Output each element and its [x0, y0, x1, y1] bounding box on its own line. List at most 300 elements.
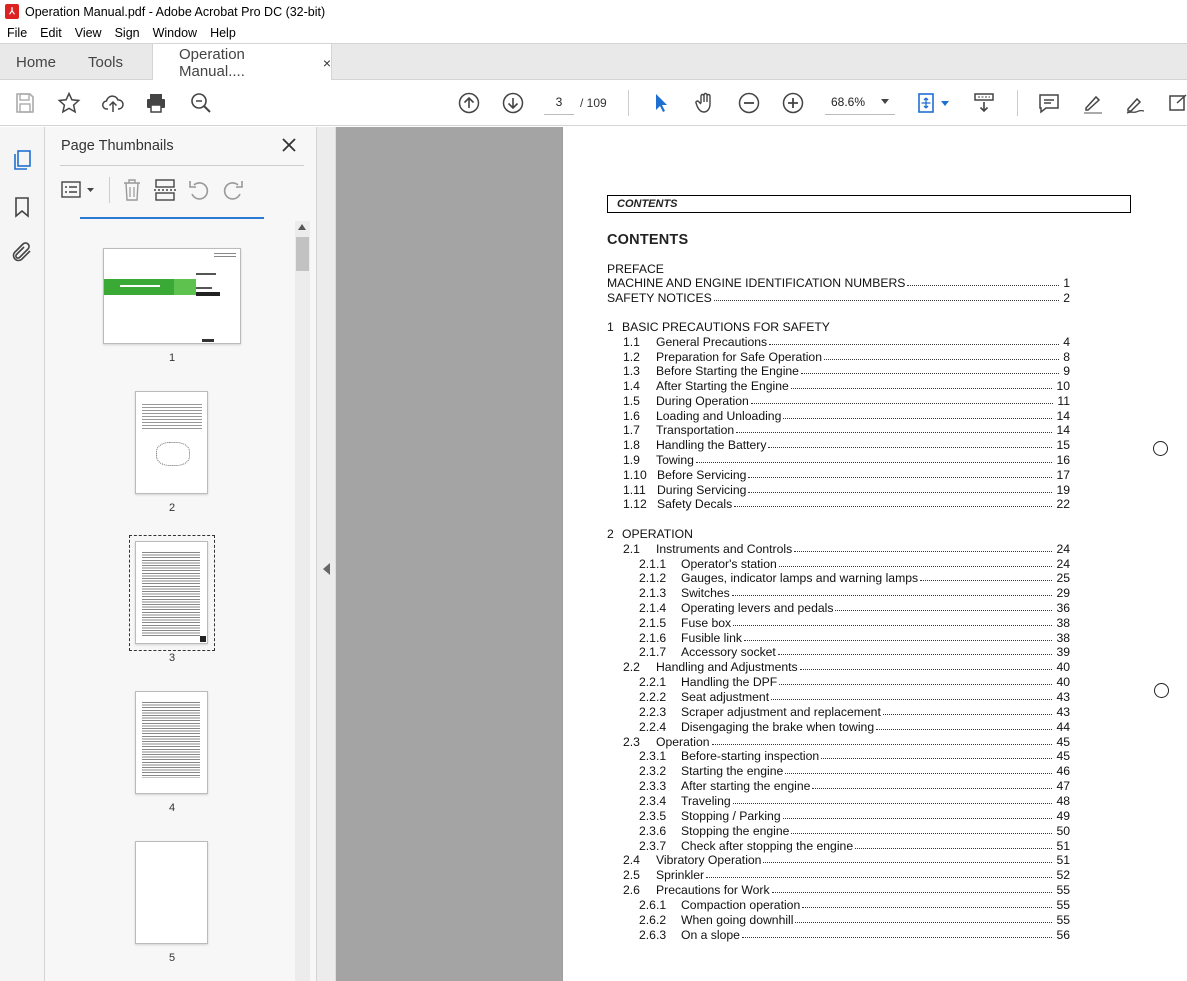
toc-entry[interactable] — [563, 483, 1187, 497]
toc-entry[interactable] — [563, 913, 1187, 927]
thumbnail-label: 1 — [168, 352, 176, 364]
toc-entry-page: 36 — [1056, 601, 1070, 615]
toc-entry-title: Towing — [656, 453, 694, 467]
toc-entry-number: 2.5 — [623, 868, 640, 882]
toc-entry[interactable] — [563, 631, 1187, 645]
toc-entry-title: Instruments and Controls — [656, 542, 793, 556]
toc-leader — [802, 898, 1052, 908]
toc-entry-title: Operator's station — [681, 557, 777, 571]
thumb-text — [142, 552, 200, 636]
toc-entry-title: Handling and Adjustments — [656, 660, 798, 674]
toc-entry-number: 1.4 — [623, 379, 640, 393]
cover-text — [214, 253, 236, 259]
toc-leader — [783, 409, 1052, 419]
toc-leader — [733, 794, 1053, 804]
rotate-right-icon[interactable] — [221, 177, 245, 203]
toc-entry-title: During Servicing — [657, 483, 747, 497]
toc-entry-page: 46 — [1056, 764, 1070, 778]
scrollbar-thumb[interactable] — [296, 237, 309, 271]
panel-title: Page Thumbnails — [61, 138, 174, 154]
toc-leader — [768, 438, 1052, 448]
toc-entry-page: 2 — [1063, 291, 1070, 305]
toc-entry-number: 2.1.5 — [639, 616, 667, 630]
toc-leader — [920, 571, 1052, 581]
toc-entry-title: OPERATION — [622, 527, 693, 541]
toc-entry-number: 1.5 — [623, 394, 640, 408]
toc-entry-number: 2.3.6 — [639, 824, 667, 838]
toc-leader — [696, 453, 1053, 463]
toc-leader — [751, 394, 1054, 404]
toc-entry[interactable] — [563, 527, 1187, 541]
toc-entry-page: 44 — [1056, 720, 1070, 734]
toc-entry-title: MACHINE AND ENGINE IDENTIFICATION NUMBERS — [607, 276, 906, 290]
toc-leader — [736, 423, 1052, 433]
toc-entry-page: 43 — [1056, 690, 1070, 704]
thumbnail-page-5[interactable] — [135, 841, 208, 944]
toc-entry[interactable] — [563, 794, 1187, 808]
toc-entry-title: Traveling — [681, 794, 731, 808]
toc-entry-page: 10 — [1056, 379, 1070, 393]
thumbnail-label: 3 — [168, 652, 176, 664]
toc-entry[interactable] — [563, 364, 1187, 378]
fit-chevron-icon[interactable] — [941, 101, 949, 106]
highlight-pen-icon[interactable] — [1080, 90, 1106, 116]
toc-entry-page: 8 — [1063, 350, 1070, 364]
toc-entry-title: SAFETY NOTICES — [607, 291, 712, 305]
hand-tool-icon[interactable] — [692, 90, 718, 116]
document-page[interactable] — [563, 127, 1187, 981]
toc-entry-number: 2.1.6 — [639, 631, 667, 645]
rotate-left-icon[interactable] — [187, 177, 211, 203]
toc-entry-page: 55 — [1056, 913, 1070, 927]
toc-leader — [779, 675, 1052, 685]
toc-entry-page: 40 — [1056, 660, 1070, 674]
toc-entry-title: Before Starting the Engine — [656, 364, 799, 378]
toc-entry-page: 55 — [1056, 898, 1070, 912]
toc-leader — [732, 586, 1053, 596]
toc-entry-page: 56 — [1056, 928, 1070, 942]
toc-entry-page: 43 — [1056, 705, 1070, 719]
toc-entry[interactable] — [563, 928, 1187, 942]
toc-entry-number: 2.6.1 — [639, 898, 667, 912]
tab-document-label: Operation Manual.... — [179, 45, 245, 80]
toc-leader — [801, 364, 1059, 374]
toc-entry-page: 19 — [1056, 483, 1070, 497]
toc-leader — [783, 809, 1053, 819]
toc-entry[interactable] — [563, 690, 1187, 704]
toc-entry-title: Before-starting inspection — [681, 749, 820, 763]
toc-entry-title: During Operation — [656, 394, 749, 408]
toc-leader — [733, 616, 1052, 626]
toc-entry-title: Precautions for Work — [656, 883, 770, 897]
toc-leader — [734, 497, 1052, 507]
toc-entry[interactable] — [563, 705, 1187, 719]
thumb-diagram — [156, 442, 190, 466]
toc-entry-page: 17 — [1056, 468, 1070, 482]
tab-document[interactable] — [152, 44, 332, 81]
zoom-out-icon[interactable] — [736, 90, 762, 116]
toc-entry[interactable] — [563, 779, 1187, 793]
toc-entry-page: 24 — [1056, 542, 1070, 556]
toc-entry-title: Preparation for Safe Operation — [656, 350, 822, 364]
toc-entry-number: 2.6 — [623, 883, 640, 897]
thumbnail-scrollbar[interactable] — [295, 221, 310, 981]
toc-entry[interactable] — [563, 394, 1187, 408]
toc-entry-title: Gauges, indicator lamps and warning lamps — [681, 571, 919, 585]
toc-leader — [706, 868, 1052, 878]
toc-leader — [778, 645, 1053, 655]
thumb-text — [142, 404, 202, 430]
toc-entry-title: After starting the engine — [681, 779, 811, 793]
window-title: Operation Manual.pdf - Adobe Acrobat Pro DC (32-bit) — [25, 4, 326, 19]
tab-close-icon[interactable]: × — [322, 54, 331, 71]
toc-entry-number: 1.1 — [623, 335, 640, 349]
toc-entry-title: Seat adjustment — [681, 690, 770, 704]
tool-divider — [109, 177, 110, 203]
toc-entry-number: 2.2 — [623, 660, 640, 674]
thumbnail-label: 4 — [168, 802, 176, 814]
toc-entry-number: 2.2.4 — [639, 720, 667, 734]
toc-leader — [883, 705, 1053, 715]
toc-entry-title: Starting the engine — [681, 764, 784, 778]
toc-entry-page: 50 — [1056, 824, 1070, 838]
toc-entry-title: Compaction operation — [681, 898, 801, 912]
thumbnail-label: 5 — [168, 952, 176, 964]
toc-entry[interactable] — [563, 601, 1187, 615]
title-bar — [0, 0, 1187, 23]
close-icon[interactable] — [281, 137, 297, 153]
toc-leader — [744, 631, 1052, 641]
toc-entry-page: 29 — [1056, 586, 1070, 600]
toc-entry-number: 2.2.3 — [639, 705, 667, 719]
toc-entry-title: Handling the DPF — [681, 675, 778, 689]
toc-entry[interactable] — [563, 350, 1187, 364]
toc-entry-number: 2.3.3 — [639, 779, 667, 793]
toc-entry-number: 1.10 — [623, 468, 647, 482]
star-icon[interactable] — [56, 90, 82, 116]
toc-entry-page: 4 — [1063, 335, 1070, 349]
toc-entry-title: Check after stopping the engine — [681, 839, 854, 853]
toc-entry-number: 2 — [607, 527, 614, 541]
next-page-icon[interactable] — [500, 90, 526, 116]
toc-entry-title: Operating levers and pedals — [681, 601, 834, 615]
print-icon[interactable] — [143, 90, 169, 116]
toc-entry[interactable] — [563, 453, 1187, 467]
toc-entry[interactable] — [563, 379, 1187, 393]
toc-entry-page: 22 — [1056, 497, 1070, 511]
toc-entry-title: Accessory socket — [681, 645, 776, 659]
toc-entry[interactable] — [563, 409, 1187, 423]
toc-entry-title: Before Servicing — [657, 468, 747, 482]
toc-entry-page: 16 — [1056, 453, 1070, 467]
toc-entry-title: Operation — [656, 735, 710, 749]
toc-entry[interactable] — [563, 839, 1187, 853]
upload-cloud-icon[interactable] — [100, 90, 126, 116]
toc-entry-number: 1.11 — [623, 483, 646, 497]
toc-entry-number: 1 — [607, 320, 614, 334]
toc-entry[interactable] — [563, 675, 1187, 689]
toc-entry-title: Sprinkler — [656, 868, 705, 882]
toc-entry[interactable] — [563, 898, 1187, 912]
cover-text — [196, 287, 212, 289]
menu-help[interactable]: Help — [210, 26, 236, 40]
previous-page-icon[interactable] — [456, 90, 482, 116]
toc-entry-title: General Precautions — [656, 335, 768, 349]
toc-entry[interactable] — [563, 735, 1187, 749]
toc-entry-number: 2.3.1 — [639, 749, 667, 763]
toc-leader — [714, 291, 1059, 301]
toc-entry[interactable] — [563, 438, 1187, 452]
toc-entry-page: 51 — [1056, 853, 1070, 867]
toc-entry-number: 2.3.4 — [639, 794, 667, 808]
toc-entry-number: 2.6.2 — [639, 913, 667, 927]
toc-entry-number: 2.1.1 — [639, 557, 667, 571]
tab-tools[interactable] — [88, 44, 123, 80]
tab-bar — [0, 43, 1187, 80]
toc-entry-title: On a slope — [681, 928, 740, 942]
punch-hole — [1154, 683, 1169, 698]
toc-entry-title: Transportation — [656, 423, 735, 437]
previous-page-region — [336, 127, 562, 981]
toc-entry-number: 2.3 — [623, 735, 640, 749]
toc-entry-page: 9 — [1063, 364, 1070, 378]
toc-entry-number: 1.8 — [623, 438, 640, 452]
tab-home[interactable] — [16, 44, 56, 80]
toc-entry[interactable] — [563, 853, 1187, 867]
toc-entry[interactable] — [563, 586, 1187, 600]
toc-leader — [821, 749, 1052, 759]
bookmark-icon[interactable] — [10, 195, 34, 219]
toc-entry[interactable] — [563, 468, 1187, 482]
thumbnail-options-icon[interactable] — [61, 177, 101, 203]
toc-leader — [785, 764, 1052, 774]
zoom-in-icon[interactable] — [780, 90, 806, 116]
toc-entry[interactable] — [563, 868, 1187, 882]
menu-edit[interactable]: Edit — [40, 26, 62, 40]
toc-entry-title: Stopping the engine — [681, 824, 790, 838]
page-total: / 109 — [580, 96, 607, 110]
toc-entry[interactable] — [563, 764, 1187, 778]
attachment-icon[interactable] — [10, 240, 34, 264]
thumbnail-list — [45, 221, 295, 981]
toc-entry[interactable] — [563, 262, 1187, 276]
left-nav-rail — [0, 127, 45, 981]
toc-entry-number: 2.1.4 — [639, 601, 667, 615]
toc-entry-page: 48 — [1056, 794, 1070, 808]
toc-entry-title: Vibratory Operation — [656, 853, 762, 867]
toc-leader — [771, 690, 1052, 700]
toc-entry-number: 2.1.2 — [639, 571, 667, 585]
toc-entry[interactable] — [563, 291, 1187, 305]
toc-entry-page: 11 — [1057, 394, 1070, 408]
toc-entry-page: 14 — [1056, 423, 1070, 437]
toc-entry-number: 2.1.3 — [639, 586, 667, 600]
menu-window[interactable]: Window — [152, 26, 198, 40]
cover-title-line — [120, 285, 160, 287]
toc-entry-page: 38 — [1056, 631, 1070, 645]
delete-icon[interactable] — [120, 177, 144, 203]
toc-entry-title: Safety Decals — [657, 497, 733, 511]
toc-entry[interactable] — [563, 320, 1187, 334]
toc-entry-number: 1.6 — [623, 409, 640, 423]
resize-handle[interactable] — [200, 636, 206, 642]
cover-text — [196, 273, 216, 275]
toc-entry-page: 49 — [1056, 809, 1070, 823]
page-thumbnails-icon[interactable] — [10, 148, 34, 172]
toc-entry-number: 1.3 — [623, 364, 640, 378]
toc-leader — [791, 824, 1052, 834]
toc-entry-title: When going downhill — [681, 913, 794, 927]
toc-entry[interactable] — [563, 423, 1187, 437]
toc-leader — [742, 928, 1052, 938]
toc-leader — [763, 853, 1052, 863]
toolbar-divider — [1017, 90, 1018, 116]
more-tools-icon[interactable] — [1166, 90, 1187, 116]
thumb-text — [142, 702, 200, 778]
thumbnail-label: 2 — [168, 502, 176, 514]
cover-brand-label — [202, 339, 214, 342]
toc-leader — [794, 542, 1052, 552]
zoom-level-value: 68.6% — [831, 95, 866, 109]
toc-entry-page: 24 — [1056, 557, 1070, 571]
toc-entry-number: 2.1.7 — [639, 645, 667, 659]
toc-entry[interactable] — [563, 720, 1187, 734]
fit-page-icon[interactable] — [914, 90, 940, 116]
toc-leader — [712, 735, 1053, 745]
toc-leader — [769, 335, 1059, 345]
toc-leader — [779, 557, 1053, 567]
toc-entry-page: 39 — [1056, 645, 1070, 659]
toc-leader — [800, 660, 1053, 670]
toc-entry-page: 45 — [1056, 749, 1070, 763]
toc-entry[interactable] — [563, 616, 1187, 630]
toc-entry-number: 1.12 — [623, 497, 647, 511]
toc-entry-title: BASIC PRECAUTIONS FOR SAFETY — [622, 320, 830, 334]
thumbnail-page-2[interactable] — [135, 391, 208, 494]
toc-entry-page: 47 — [1056, 779, 1070, 793]
toc-entry[interactable] — [563, 335, 1187, 349]
toc-entry[interactable] — [563, 571, 1187, 585]
toc-entry[interactable] — [563, 749, 1187, 763]
toc-entry-page: 15 — [1056, 438, 1070, 452]
thumbnail-page-4[interactable] — [135, 691, 208, 794]
panel-accent-line — [80, 217, 264, 219]
toc-leader — [812, 779, 1052, 789]
menu-sign[interactable]: Sign — [114, 26, 140, 40]
toc-entry-page: 45 — [1056, 735, 1070, 749]
toc-entry-title: Fuse box — [681, 616, 732, 630]
zoom-search-icon[interactable] — [188, 90, 214, 116]
toc-entry[interactable] — [563, 557, 1187, 571]
toc-entry-page: 55 — [1056, 883, 1070, 897]
toc-entry-page: 40 — [1056, 675, 1070, 689]
toc-leader — [748, 483, 1052, 493]
toc-entry-number: 1.9 — [623, 453, 640, 467]
toc-leader — [907, 276, 1059, 286]
toc-entry-number: 2.3.7 — [639, 839, 667, 853]
extract-pages-icon[interactable] — [153, 177, 177, 203]
toc-leader — [795, 913, 1052, 923]
toc-leader — [772, 883, 1053, 893]
cover-green-accent — [174, 279, 196, 295]
thumbnails-panel — [45, 127, 317, 981]
menu-bar — [0, 23, 1187, 43]
panel-collapse-handle[interactable] — [317, 127, 336, 981]
toc-leader — [791, 379, 1053, 389]
toc-entry-title: Disengaging the brake when towing — [681, 720, 875, 734]
menu-view[interactable]: View — [74, 26, 102, 40]
toc-entry-page: 38 — [1056, 616, 1070, 630]
toc-entry-number: 2.2.2 — [639, 690, 667, 704]
toolbar-divider — [628, 90, 629, 116]
toc-entry-number: 1.7 — [623, 423, 640, 437]
toc-entry-number: 1.2 — [623, 350, 640, 364]
toc-entry-page: 1 — [1063, 276, 1070, 290]
toc-entry-number: 2.3.2 — [639, 764, 667, 778]
scroll-mode-icon[interactable] — [971, 90, 997, 116]
contents-header-box: CONTENTS — [607, 195, 1131, 213]
collapse-arrow-icon[interactable] — [323, 563, 330, 575]
thumbnail-page-3[interactable] — [135, 541, 208, 644]
toc-entry[interactable] — [563, 883, 1187, 897]
toc-leader — [824, 350, 1059, 360]
toc-leader — [835, 601, 1052, 611]
toc-entry[interactable] — [563, 497, 1187, 511]
toc-entry-number: 2.4 — [623, 853, 640, 867]
toc-leader — [876, 720, 1052, 730]
acrobat-icon: ⅄ — [5, 4, 19, 19]
toc-entry-title: Loading and Unloading — [656, 409, 782, 423]
scroll-up-icon[interactable] — [298, 224, 306, 230]
chevron-down-icon — [881, 99, 889, 104]
tab-home-label: Home — [16, 53, 57, 71]
toc-entry-title: Scraper adjustment and replacement — [681, 705, 881, 719]
toc-leader — [855, 839, 1052, 849]
toc-entry-title: Handling the Battery — [656, 438, 767, 452]
punch-hole — [1153, 441, 1168, 456]
page-number-input[interactable]: 3 — [544, 90, 574, 115]
toc-entry-title: PREFACE — [607, 262, 664, 276]
toc-entry-number: 2.6.3 — [639, 928, 667, 942]
toc-entry-page: 14 — [1056, 409, 1070, 423]
toc-entry-title: After Starting the Engine — [656, 379, 789, 393]
toc-entry[interactable] — [563, 660, 1187, 674]
toc-entry-title: Fusible link — [681, 631, 742, 645]
cover-model-label — [196, 292, 220, 296]
toc-entry[interactable] — [563, 276, 1187, 290]
toc-entry-title: Stopping / Parking — [681, 809, 781, 823]
tab-tools-label: Tools — [88, 53, 124, 71]
toc-entry-number: 2.2.1 — [639, 675, 667, 689]
select-cursor-icon[interactable] — [648, 90, 674, 116]
toc-entry-page: 25 — [1056, 571, 1070, 585]
menu-file[interactable]: File — [7, 26, 28, 40]
toc-entry-title: Switches — [681, 586, 730, 600]
toc-entry[interactable] — [563, 824, 1187, 838]
toc-entry[interactable] — [563, 645, 1187, 659]
toc-entry-page: 51 — [1056, 839, 1070, 853]
thumbnail-page-1[interactable] — [103, 248, 241, 344]
contents-heading: CONTENTS — [607, 232, 689, 248]
toc-entry-page: 52 — [1056, 868, 1070, 882]
signature-icon[interactable] — [1123, 90, 1149, 116]
toc-entry[interactable] — [563, 542, 1187, 556]
toc-entry[interactable] — [563, 809, 1187, 823]
toc-entry-number: 2.1 — [623, 542, 640, 556]
save-icon[interactable] — [12, 90, 38, 116]
comment-icon[interactable] — [1036, 90, 1062, 116]
zoom-level-select[interactable] — [825, 90, 895, 115]
